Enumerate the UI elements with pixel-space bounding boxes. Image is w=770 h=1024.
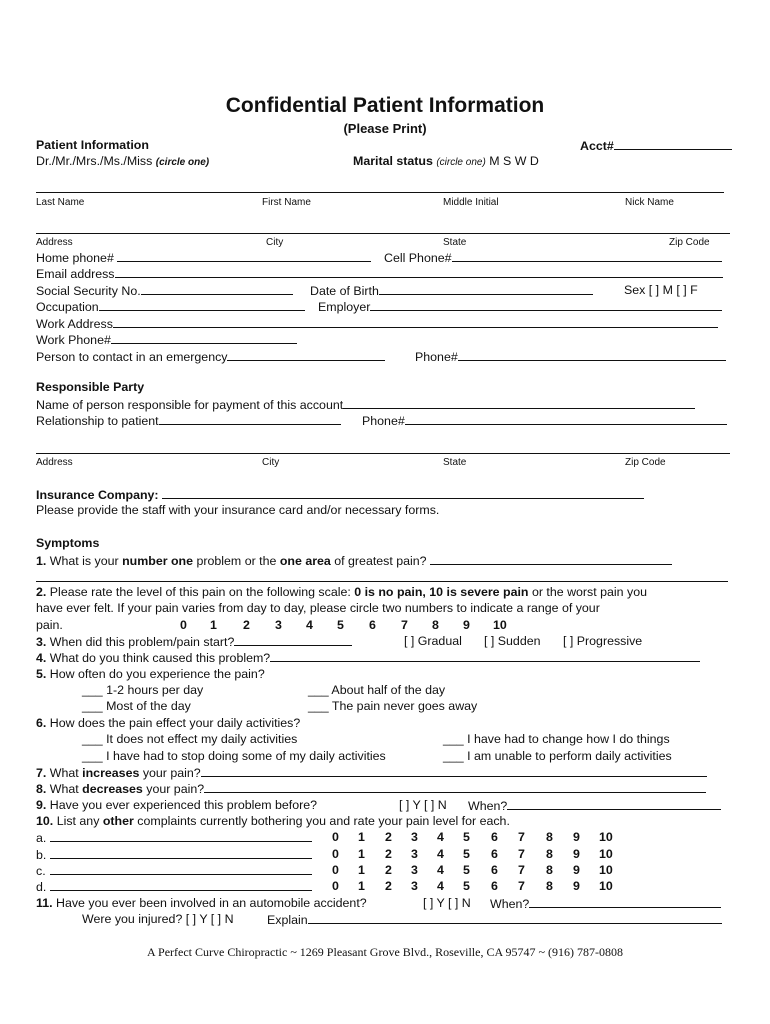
q3-text: When did this problem/pain start? xyxy=(49,635,235,649)
q10-pain-scale-option-1[interactable]: 1 xyxy=(358,879,365,893)
pain-scale-option-3[interactable]: 3 xyxy=(275,618,282,632)
responsible-name-label: Name of person responsible for payment of this account xyxy=(36,398,344,412)
q10-pain-scale-option-2[interactable]: 2 xyxy=(385,830,392,844)
cell-phone-label: Cell Phone# xyxy=(384,251,452,265)
page-subtitle: (Please Print) xyxy=(343,121,427,136)
q8-text-c: your pain? xyxy=(146,782,205,796)
q11-number: 11. xyxy=(36,896,53,910)
q10-complaint-input[interactable] xyxy=(50,830,312,842)
acct-field[interactable] xyxy=(580,138,732,154)
q10-pain-scale-option-7[interactable]: 7 xyxy=(518,847,525,861)
ssn-field[interactable] xyxy=(36,283,293,299)
employer-field[interactable] xyxy=(318,299,722,315)
q8-text-a: What xyxy=(49,782,79,796)
q10-pain-scale-option-5[interactable]: 5 xyxy=(463,830,470,844)
address-entry-line[interactable] xyxy=(36,233,730,234)
q9-when-field[interactable] xyxy=(468,798,721,814)
q10-pain-scale-option-5[interactable]: 5 xyxy=(463,863,470,877)
q5-text: How often do you experience the pain? xyxy=(49,667,265,681)
q10-pain-scale-option-10[interactable]: 10 xyxy=(599,830,613,844)
q5-option-3[interactable]: ___ Most of the day xyxy=(82,699,191,713)
name-entry-line[interactable] xyxy=(36,192,724,193)
pain-scale-option-6[interactable]: 6 xyxy=(369,618,376,632)
q1-text-e: of greatest pain? xyxy=(334,554,427,568)
q6-option-3[interactable]: ___ I have had to stop doing some of my daily activities xyxy=(82,749,386,763)
pain-scale-option-5[interactable]: 5 xyxy=(337,618,344,632)
emergency-phone-label: Phone# xyxy=(415,350,458,364)
q11-injured-checkbox[interactable]: Were you injured? [ ] Y [ ] N xyxy=(82,912,234,926)
insurance-label: Insurance Company: xyxy=(36,488,159,502)
q10-pain-scale-option-9[interactable]: 9 xyxy=(573,879,580,893)
q3-number: 3. xyxy=(36,635,47,649)
work-address-label: Work Address xyxy=(36,317,113,331)
acct-label: Acct# xyxy=(580,139,614,153)
q10-row-label: b. xyxy=(36,848,47,862)
address-label: Address xyxy=(36,237,73,248)
q1-text-b: number one xyxy=(122,554,194,568)
q10-pain-scale-option-4[interactable]: 4 xyxy=(437,863,444,877)
question-5 xyxy=(36,667,265,682)
question-2-line-2: have ever felt. If your pain varies from day to day, please circle two numbers to indicate a range of your xyxy=(36,601,600,615)
q9-yes-no-checkbox[interactable]: [ ] Y [ ] N xyxy=(399,798,447,812)
occupation-field[interactable] xyxy=(36,299,305,315)
q10-pain-scale-option-4[interactable]: 4 xyxy=(437,879,444,893)
q10-pain-scale-option-10[interactable]: 10 xyxy=(599,863,613,877)
responsible-city-label: City xyxy=(262,457,280,468)
q10-pain-scale-option-4[interactable]: 4 xyxy=(437,847,444,861)
dob-label: Date of Birth xyxy=(310,284,379,298)
responsible-phone-field[interactable] xyxy=(362,413,727,429)
q10-pain-scale-option-2[interactable]: 2 xyxy=(385,863,392,877)
q7-number: 7. xyxy=(36,766,47,780)
pain-scale-option-0[interactable]: 0 xyxy=(180,618,187,632)
q6-option-2[interactable]: ___ I have had to change how I do things xyxy=(443,732,670,746)
middle-initial-label: Middle Initial xyxy=(443,197,499,208)
q10-pain-scale-option-0[interactable]: 0 xyxy=(332,847,339,861)
responsible-phone-label: Phone# xyxy=(362,414,405,428)
q10-pain-scale-option-8[interactable]: 8 xyxy=(546,847,553,861)
footer-clinic-info: A Perfect Curve Chiropractic ~ 1269 Pleasant Grove Blvd., Roseville, CA 95747 ~ (916) 787-0808 xyxy=(147,945,623,959)
q10-pain-scale-option-0[interactable]: 0 xyxy=(332,863,339,877)
q10-pain-scale-option-6[interactable]: 6 xyxy=(491,879,498,893)
marital-options: M S W D xyxy=(489,154,539,168)
insurance-note: Please provide the staff with your insurance card and/or necessary forms. xyxy=(36,503,440,517)
q10-pain-scale-option-1[interactable]: 1 xyxy=(358,863,365,877)
q6-number: 6. xyxy=(36,716,47,730)
pain-scale-option-7[interactable]: 7 xyxy=(401,618,408,632)
work-phone-label: Work Phone# xyxy=(36,333,111,347)
q10-pain-scale-option-7[interactable]: 7 xyxy=(518,863,525,877)
q10-text-c: complaints currently bothering you and rate your pain level for each. xyxy=(137,814,510,828)
q6-text: How does the pain effect your daily activities? xyxy=(49,716,301,730)
q10-pain-scale-option-8[interactable]: 8 xyxy=(546,863,553,877)
q5-option-4[interactable]: ___ The pain never goes away xyxy=(308,699,478,713)
page-title: Confidential Patient Information xyxy=(225,94,545,117)
pain-scale-option-10[interactable]: 10 xyxy=(493,618,507,632)
q1-text-d: one area xyxy=(279,554,331,568)
q10-pain-scale-option-10[interactable]: 10 xyxy=(599,847,613,861)
question-7[interactable] xyxy=(36,765,707,781)
q2-text-c: or the worst pain you xyxy=(531,585,647,599)
insurance-company-field[interactable] xyxy=(36,487,644,503)
q8-number: 8. xyxy=(36,782,47,796)
relationship-label: Relationship to patient xyxy=(36,414,159,428)
q10-pain-scale-option-3[interactable]: 3 xyxy=(411,830,418,844)
q10-pain-scale-option-8[interactable]: 8 xyxy=(546,830,553,844)
email-label: Email address xyxy=(36,267,115,281)
q10-pain-scale-option-1[interactable]: 1 xyxy=(358,847,365,861)
salutation-note: (circle one) xyxy=(155,157,210,168)
responsible-address-entry-line[interactable] xyxy=(36,453,730,454)
q8-text-b: decreases xyxy=(82,782,143,796)
q6-option-4[interactable]: ___ I am unable to perform daily activities xyxy=(443,749,672,763)
q2-text-b: 0 is no pain, 10 is severe pain xyxy=(354,585,529,599)
q3-sudden-checkbox[interactable]: [ ] Sudden xyxy=(484,634,541,648)
emergency-contact-field[interactable] xyxy=(36,349,385,365)
q5-option-1[interactable]: ___ 1-2 hours per day xyxy=(82,683,204,697)
marital-label: Marital status xyxy=(353,154,433,168)
question-11 xyxy=(36,896,367,911)
question-6 xyxy=(36,716,300,731)
question-4[interactable] xyxy=(36,650,700,666)
question-8[interactable] xyxy=(36,781,706,797)
question-2 xyxy=(36,585,647,600)
zip-label: Zip Code xyxy=(669,237,710,248)
salutation-label: Dr./Mr./Mrs./Ms./Miss xyxy=(36,154,153,168)
q10-pain-scale-option-10[interactable]: 10 xyxy=(599,879,613,893)
q11-explain-label: Explain xyxy=(267,913,308,927)
q10-pain-scale-option-1[interactable]: 1 xyxy=(358,830,365,844)
responsible-party-heading: Responsible Party xyxy=(36,380,145,394)
q10-complaint-input[interactable] xyxy=(50,879,312,891)
q10-complaint-row[interactable] xyxy=(36,830,312,846)
marital-note: (circle one) xyxy=(436,157,486,168)
q11-when-field[interactable] xyxy=(490,896,721,912)
first-name-label: First Name xyxy=(262,197,311,208)
q7-text-b: increases xyxy=(82,766,140,780)
q10-complaint-row[interactable] xyxy=(36,863,312,879)
q7-text-c: your pain? xyxy=(142,766,201,780)
q10-complaint-row[interactable] xyxy=(36,879,312,895)
q1-text-c: problem or the xyxy=(196,554,277,568)
cell-phone-field[interactable] xyxy=(384,250,722,266)
sex-field[interactable]: Sex [ ] M [ ] F xyxy=(624,283,698,297)
q11-yes-no-checkbox[interactable]: [ ] Y [ ] N xyxy=(423,896,471,910)
q2-text-a: Please rate the level of this pain on the following scale: xyxy=(49,585,351,599)
responsible-name-field[interactable] xyxy=(36,397,695,413)
q10-pain-scale-option-6[interactable]: 6 xyxy=(491,830,498,844)
q9-number: 9. xyxy=(36,798,47,812)
q10-pain-scale-option-4[interactable]: 4 xyxy=(437,830,444,844)
q9-when-label: When? xyxy=(468,799,508,813)
q10-pain-scale-option-0[interactable]: 0 xyxy=(332,830,339,844)
q11-text: Have you ever been involved in an automobile accident? xyxy=(56,896,367,910)
q10-pain-scale-option-9[interactable]: 9 xyxy=(573,830,580,844)
q10-pain-scale-option-9[interactable]: 9 xyxy=(573,863,580,877)
ssn-label: Social Security No. xyxy=(36,284,141,298)
q3-progressive-checkbox[interactable]: [ ] Progressive xyxy=(563,634,643,648)
question-2-line-3: pain. xyxy=(36,618,63,632)
q10-complaint-input[interactable] xyxy=(50,863,312,875)
responsible-zip-label: Zip Code xyxy=(625,457,666,468)
q2-number: 2. xyxy=(36,585,47,599)
q10-pain-scale-option-0[interactable]: 0 xyxy=(332,879,339,893)
q9-text: Have you ever experienced this problem before? xyxy=(49,798,318,812)
pain-scale-option-1[interactable]: 1 xyxy=(210,618,217,632)
q4-text: What do you think caused this problem? xyxy=(49,651,271,665)
section-patient-information: Patient Information xyxy=(36,138,149,152)
q11-explain-field[interactable] xyxy=(267,912,722,928)
home-phone-field[interactable] xyxy=(36,250,371,266)
question-9 xyxy=(36,798,317,813)
q3-gradual-checkbox[interactable]: [ ] Gradual xyxy=(404,634,462,648)
dob-field[interactable] xyxy=(310,283,593,299)
q10-pain-scale-option-7[interactable]: 7 xyxy=(518,830,525,844)
pain-scale-option-8[interactable]: 8 xyxy=(432,618,439,632)
q10-pain-scale-option-9[interactable]: 9 xyxy=(573,847,580,861)
q10-pain-scale-option-3[interactable]: 3 xyxy=(411,879,418,893)
marital-status-field[interactable] xyxy=(353,154,539,169)
q10-pain-scale-option-5[interactable]: 5 xyxy=(463,879,470,893)
salutation-field[interactable] xyxy=(36,154,209,169)
q5-number: 5. xyxy=(36,667,47,681)
occupation-label: Occupation xyxy=(36,300,99,314)
symptoms-heading: Symptoms xyxy=(36,536,100,550)
responsible-state-label: State xyxy=(443,457,467,468)
emergency-phone-field[interactable] xyxy=(415,349,726,365)
employer-label: Employer xyxy=(318,300,371,314)
emergency-contact-label: Person to contact in an emergency xyxy=(36,350,228,364)
q10-pain-scale-option-3[interactable]: 3 xyxy=(411,863,418,877)
question-10 xyxy=(36,814,510,829)
q10-text-a: List any xyxy=(56,814,100,828)
q6-option-1[interactable]: ___ It does not effect my daily activities xyxy=(82,732,298,746)
q10-pain-scale-option-6[interactable]: 6 xyxy=(491,863,498,877)
q10-complaint-input[interactable] xyxy=(50,847,312,859)
q10-pain-scale-option-2[interactable]: 2 xyxy=(385,847,392,861)
nick-name-label: Nick Name xyxy=(625,197,674,208)
q10-text-b: other xyxy=(102,814,134,828)
state-label: State xyxy=(443,237,467,248)
pain-scale-option-9[interactable]: 9 xyxy=(463,618,470,632)
q10-pain-scale-option-8[interactable]: 8 xyxy=(546,879,553,893)
relationship-field[interactable] xyxy=(36,413,341,429)
question-3[interactable] xyxy=(36,634,352,650)
q7-text-a: What xyxy=(49,766,79,780)
work-phone-field[interactable] xyxy=(36,332,297,348)
q10-row-label: d. xyxy=(36,880,47,894)
q10-row-label: a. xyxy=(36,831,47,845)
last-name-label: Last Name xyxy=(36,197,85,208)
responsible-address-label: Address xyxy=(36,457,73,468)
question-1[interactable] xyxy=(36,553,672,569)
city-label: City xyxy=(266,237,284,248)
q10-pain-scale-option-5[interactable]: 5 xyxy=(463,847,470,861)
question-1-answer-line[interactable] xyxy=(36,581,728,582)
work-address-field[interactable] xyxy=(36,316,718,332)
q10-number: 10. xyxy=(36,814,54,828)
q10-pain-scale-option-3[interactable]: 3 xyxy=(411,847,418,861)
q10-pain-scale-option-6[interactable]: 6 xyxy=(491,847,498,861)
pain-scale-option-2[interactable]: 2 xyxy=(243,618,250,632)
q10-row-label: c. xyxy=(36,864,46,878)
q10-pain-scale-option-2[interactable]: 2 xyxy=(385,879,392,893)
q4-number: 4. xyxy=(36,651,47,665)
pain-scale-option-4[interactable]: 4 xyxy=(306,618,313,632)
email-field[interactable] xyxy=(36,266,723,282)
home-phone-label: Home phone# xyxy=(36,251,114,265)
q1-text-a: What is your xyxy=(49,554,119,568)
q1-number: 1. xyxy=(36,554,47,568)
q5-option-2[interactable]: ___ About half of the day xyxy=(308,683,446,697)
q10-pain-scale-option-7[interactable]: 7 xyxy=(518,879,525,893)
q11-when-label: When? xyxy=(490,897,530,911)
q10-complaint-row[interactable] xyxy=(36,847,312,863)
